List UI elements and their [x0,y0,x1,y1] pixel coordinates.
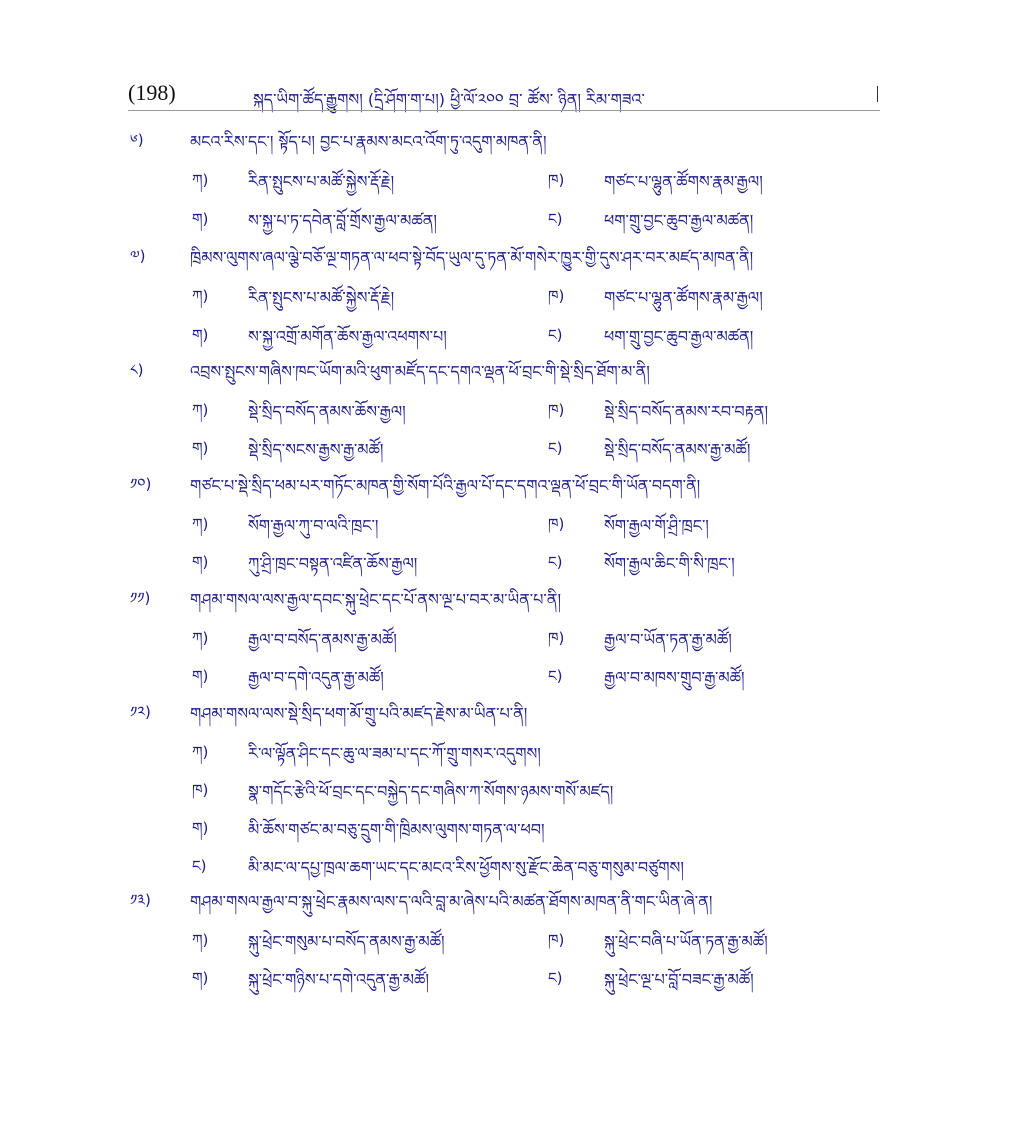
question-number: ༨) [130,361,144,379]
question-number: ༡༠) [130,475,152,493]
option-letter: ཁ) [192,781,209,799]
option-text: ཕག་གྲུ་བྱང་ཆུབ་རྒྱལ་མཚན། [604,211,754,230]
option-text: སྣ་གདོང་རྩེའི་ཕོ་བྲང་དང་བསྐྱེད་དང་གཞིས་ཀ་སོགས་ཉམས་གསོ་མཛད། [248,782,614,801]
option-text: སྡེ་སྲིད་བསོད་ནམས་ཆོས་རྒྱལ། [248,402,406,421]
option-text: སྡེ་སྲིད་བསོད་ནམས་རབ་བརྟན། [604,402,769,421]
question-6 [130,124,890,154]
option-text: ས་སྐྱ་འགྲོ་མགོན་ཆོས་རྒྱལ་འཕགས་པ། [248,327,447,346]
option-letter: ག) [192,667,209,685]
page-number: (198) [128,80,176,105]
option-letter: ག) [192,210,209,228]
option-text: རིན་སྤུངས་པ་མཚོ་སྐྱེས་རྡོ་རྗེ། [248,172,395,191]
option-letter: ག) [192,819,209,837]
option-letter: ང) [548,210,563,228]
question-stem: གཙང་པ་སྡེ་སྲིད་ཕམ་པར་གཏོང་མཁན་གྱི་སོག་པོའི་རྒྱལ་པོ་དང་དགའ་ལྡན་ཕོ་བྲང་གི་ཡོན་བདག་ནི། [190,476,701,495]
option-text: གཙང་པ་ལྷུན་ཚོགས་རྣམ་རྒྱལ། [604,172,763,191]
question-stem: གཤམ་གསལ་ལས་སྡེ་སྲིད་ཕག་མོ་གྲུ་པའི་མཛད་རྗེས་མ་ཡིན་པ་ནི། [190,704,528,723]
question-11 [130,582,890,612]
option-letter: ཁ) [548,629,565,647]
option-text: མི་ཆོས་གཙང་མ་བཅུ་དྲུག་གི་ཁྲིམས་ལུགས་གཏན་ལ་ཕབ། [248,820,545,839]
option-letter: ཁ) [548,931,565,949]
question-7 [130,240,890,270]
option-letter: ང) [548,667,563,685]
option-letter: ཀ) [192,743,209,761]
option-text: སྐུ་ཕྲེང་གསུམ་པ་བསོད་ནམས་རྒྱ་མཚོ། [248,932,445,951]
option-letter: ཁ) [548,401,565,419]
option-letter: ཀ) [192,931,209,949]
option-letter: ཀ) [192,629,209,647]
option-letter: ག) [192,969,209,987]
option-letter: ག) [192,439,209,457]
question-12 [130,696,890,726]
question-number: ༦) [130,131,144,149]
header-rule [128,110,880,111]
question-stem: གཤམ་གསལ་ལས་རྒྱལ་དབང་སྐུ་ཕྲེང་དང་པོ་ནས་ལྔ་པ་བར་མ་ཡིན་པ་ནི། [190,590,562,609]
page-header [128,78,880,112]
question-8 [130,354,890,384]
option-letter: ཁ) [548,171,565,189]
option-text: སྐུ་ཕྲེང་གཉིས་པ་དགེ་འདུན་རྒྱ་མཚོ། [248,970,429,989]
option-letter: ང) [548,969,563,987]
option-text: རྒྱལ་བ་ཡོན་ཏན་རྒྱ་མཚོ། [604,630,732,649]
option-text: སྡེ་སྲིད་སངས་རྒྱས་རྒྱ་མཚོ། [248,440,384,459]
option-text: རྒྱལ་བ་དགེ་འདུན་རྒྱ་མཚོ། [248,668,384,687]
question-stem: འབྲས་སྤུངས་གཞིས་ཁང་ཡོག་མའི་ཕུག་མཛོད་དང་དགའ་ལྡན་ཕོ་བྲང་གི་སྡེ་སྲིད་ཐོག་མ་ནི། [190,362,650,381]
option-letter: ཁ) [548,287,565,305]
option-letter: ང) [192,857,207,875]
question-number: ༡༣) [130,891,151,909]
header-bar [877,86,878,102]
option-letter: ང) [548,553,563,571]
option-text: སོག་རྒྱལ་ཆིང་གི་སི་ཁྲང་། [604,554,735,573]
option-text: གཙང་པ་ལྷུན་ཚོགས་རྣམ་རྒྱལ། [604,288,763,307]
option-text: སོག་རྒྱལ་ཀུ་བ་ལའི་ཁྲང་། [248,516,379,535]
header-title: སྐད་ཡིག་ཚོད་རྒྱུགས། (དྲི་ཤོག་ག་པ།) ཕྱི་ལོ་༢༠༠ བྲ་ ཚོས་ ཉིན། རིམ་གཟའ་ [253,90,645,109]
option-letter: ཀ) [192,171,209,189]
option-text: ས་སྐྱ་པ་ཏ་དབེན་བློ་གྲོས་རྒྱལ་མཚན། [248,211,437,230]
option-text: སྐུ་ཕྲེང་བཞི་པ་ཡོན་ཏན་རྒྱ་མཚོ། [604,932,768,951]
option-letter: ང) [548,439,563,457]
option-text: ཕག་གྲུ་བྱང་ཆུབ་རྒྱལ་མཚན། [604,327,754,346]
option-letter: ཀ) [192,401,209,419]
option-letter: ག) [192,553,209,571]
question-10 [130,468,890,498]
question-stem: མངའ་རིས་དང་། སྟོད་པ། བྱང་པ་རྣམས་མངའ་འོག་ཏུ་འདུག་མཁན་ནི། [190,132,547,151]
option-text: སྐུ་ཕྲེང་ལྔ་པ་བློ་བཟང་རྒྱ་མཚོ། [604,970,754,989]
question-stem: གཤམ་གསལ་རྒྱལ་བ་སྐུ་ཕྲེང་རྣམས་ལས་ད་ལའི་བླ་མ་ཞེས་པའི་མཚན་ཐོགས་མཁན་ནི་གང་ཡིན་ཞེ་ན། [190,892,713,911]
option-letter: ཁ) [548,515,565,533]
option-text: རི་ལ་ལྟོན་ཤིང་དང་ཆུ་ལ་ཟམ་པ་དང་ཀོ་གྲུ་གསར་འདུགས། [248,744,541,763]
question-number: ༡༡) [130,589,151,607]
option-text: སྡེ་སྲིད་བསོད་ནམས་རྒྱ་མཚོ། [604,440,751,459]
option-letter: ག) [192,326,209,344]
question-stem: ཁྲིམས་ལུགས་ཞལ་ལྕེ་བཅོ་ལྔ་གཏན་ལ་ཕབ་སྟེ་བོད་ཡུལ་དུ་ཏན་མོ་གསེར་ཁྱུར་གྱི་དུས་ཤར་བར་མཛད་མཁན་ནི། [190,248,754,267]
question-number: ༡༢) [130,703,151,721]
option-text: རྒྱལ་བ་བསོད་ནམས་རྒྱ་མཚོ། [248,630,397,649]
option-text: ཀུ་ཤྲི་ཁྲང་བསྟན་འཛིན་ཆོས་རྒྱལ། [248,554,418,573]
option-letter: ཀ) [192,287,209,305]
option-text: སོག་རྒྱལ་གོ་ཤྲི་ཁྲང་། [604,516,709,535]
option-letter: ང) [548,326,563,344]
question-number: ༧) [130,247,146,265]
question-13 [130,884,890,914]
option-text: རྒྱལ་བ་མཁས་གྲུབ་རྒྱ་མཚོ། [604,668,745,687]
option-letter: ཀ) [192,515,209,533]
option-text: མི་མང་ལ་དཔྱ་ཁྲལ་ཆག་ཡང་དང་མངའ་རིས་ཕྱོགས་སུ་རྫོང་ཆེན་བཅུ་གསུམ་བཙུགས། [248,858,684,877]
option-text: རིན་སྤུངས་པ་མཚོ་སྐྱེས་རྡོ་རྗེ། [248,288,395,307]
